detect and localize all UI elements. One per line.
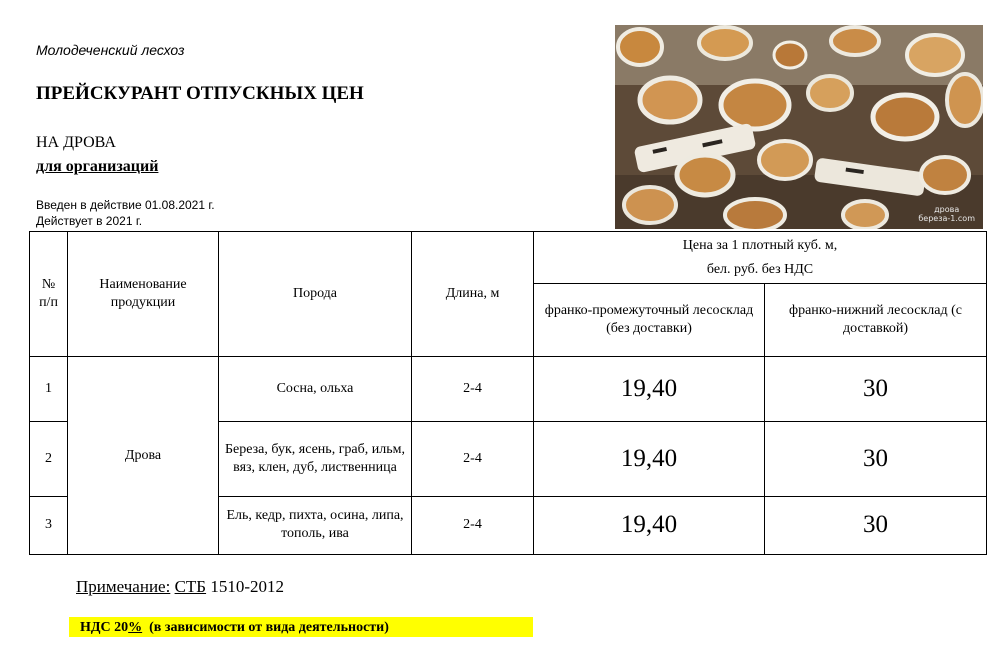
- vat-note: [69, 617, 533, 637]
- document-subtitle: НА ДРОВА: [36, 134, 116, 151]
- header-price-group-line2: бел. руб. без НДС: [706, 261, 814, 277]
- row-num: 2: [30, 421, 68, 496]
- price-intermediate-value: 19,40: [534, 357, 765, 421]
- header-species: Порода: [219, 232, 412, 357]
- header-length: Длина, м: [412, 232, 534, 357]
- price-lower-value: 30: [765, 496, 987, 554]
- header-product: Наименование продукции: [68, 232, 219, 357]
- row-length: 2-4: [412, 496, 534, 554]
- effective-dates: [36, 197, 215, 229]
- organization-name: Молодеченский лесхоз: [36, 42, 185, 58]
- price-table: [29, 231, 987, 555]
- firewood-photo: [615, 25, 983, 229]
- header-price-intermediate: франко-промежуточный лесосклад (без доставки): [534, 284, 765, 357]
- row-species: Сосна, ольха: [219, 357, 412, 421]
- valid-in-year: Действует в 2021 г.: [36, 214, 143, 228]
- photo-watermark: [918, 205, 975, 223]
- note-label: Примечание:: [76, 577, 171, 596]
- table-row: [30, 357, 987, 421]
- row-length: 2-4: [412, 357, 534, 421]
- watermark-line2: береза-1.com: [918, 214, 975, 223]
- row-num: 3: [30, 496, 68, 554]
- price-intermediate-value: 19,40: [534, 421, 765, 496]
- price-lower-value: 30: [765, 357, 987, 421]
- row-num: 1: [30, 357, 68, 421]
- price-intermediate-value: 19,40: [534, 496, 765, 554]
- watermark-line1: дрова: [934, 205, 960, 214]
- header-price-group: [534, 232, 987, 284]
- effective-from: Введен в действие 01.08.2021 г.: [36, 198, 215, 212]
- vat-condition: (в зависимости от вида деятельности): [149, 620, 389, 635]
- document-title: ПРЕЙСКУРАНТ ОТПУСКНЫХ ЦЕН: [36, 83, 364, 104]
- audience-label: для организаций: [36, 158, 159, 175]
- note-standard-number: 1510-2012: [210, 577, 284, 596]
- header-price-lower: франко-нижний лесосклад (с доставкой): [765, 284, 987, 357]
- header-num: № п/п: [30, 232, 68, 357]
- row-species: Береза, бук, ясень, граб, ильм, вяз, клен, дуб, лиственница: [219, 421, 412, 496]
- note: [76, 577, 284, 597]
- header-price-group-line1: Цена за 1 плотный куб. м,: [682, 237, 838, 253]
- vat-rate: НДС 20: [80, 620, 129, 635]
- note-standard-code: СТБ: [174, 577, 207, 596]
- product-name: Дрова: [68, 357, 219, 555]
- price-lower-value: 30: [765, 421, 987, 496]
- vat-percent: %: [128, 620, 143, 635]
- row-length: 2-4: [412, 421, 534, 496]
- row-species: Ель, кедр, пихта, осина, липа, тополь, ива: [219, 496, 412, 554]
